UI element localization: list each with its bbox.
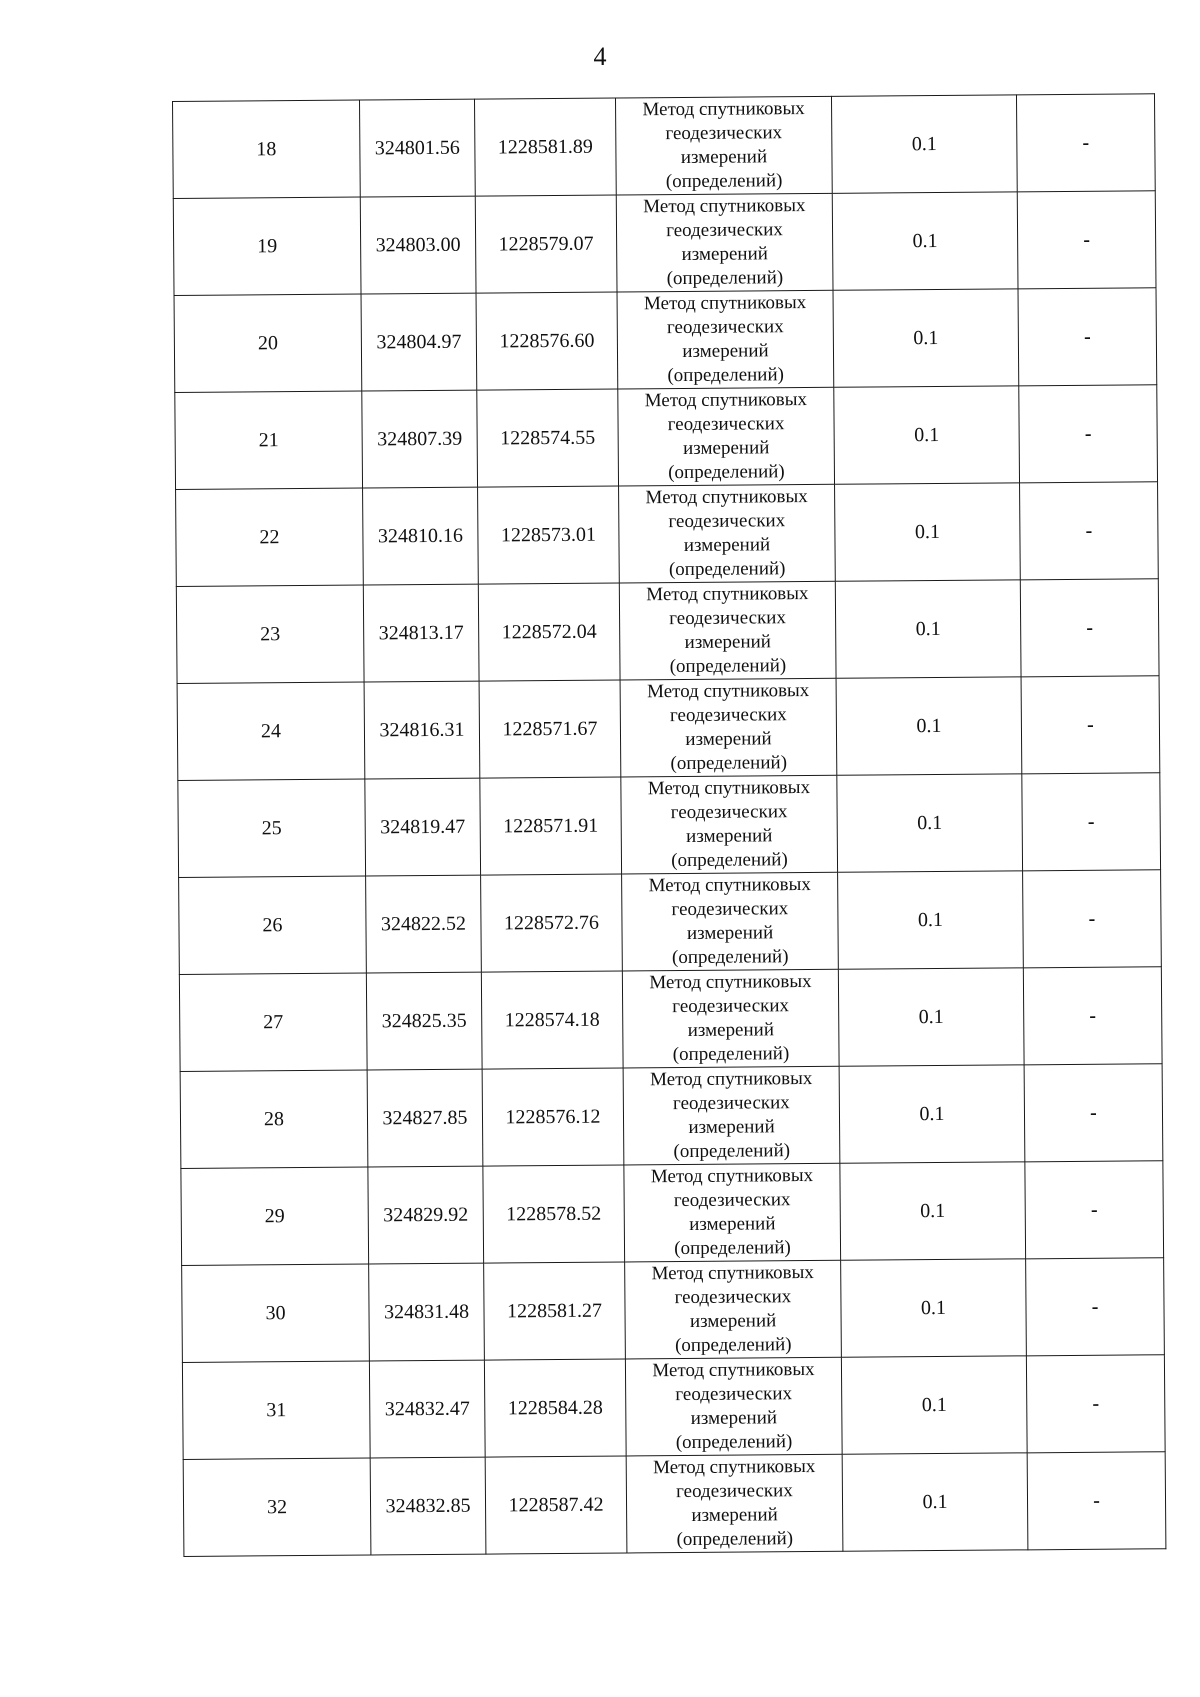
method-line: геодезических — [672, 1092, 790, 1115]
point-number-cell: 22 — [176, 488, 364, 586]
coordinate-x-cell: 324832.47 — [369, 1360, 485, 1458]
point-number-cell: 19 — [173, 197, 361, 295]
method-line: измерений — [689, 1310, 777, 1332]
accuracy-cell: 0.1 — [837, 774, 1023, 872]
coordinate-y-cell: 1228578.52 — [483, 1165, 625, 1263]
method-line: Метод спутниковых — [645, 486, 808, 509]
method-line: (определений) — [673, 1140, 791, 1163]
note-cell: - — [1021, 676, 1160, 774]
table-row — [180, 1064, 1163, 1169]
point-number-cell: 21 — [175, 391, 363, 489]
coordinate-x-cell: 324807.39 — [362, 390, 478, 488]
coordinate-y-cell: 1228571.67 — [479, 680, 621, 778]
method-line: измерений — [683, 534, 771, 556]
accuracy-cell: 0.1 — [835, 580, 1021, 678]
coordinate-y-cell: 1228574.55 — [477, 389, 619, 487]
table-row — [175, 385, 1158, 490]
method-line: (определений) — [674, 1237, 791, 1260]
note-cell: - — [1024, 1064, 1163, 1162]
table-row — [182, 1355, 1165, 1460]
method-line: геодезических — [669, 704, 787, 727]
method-line: геодезических — [666, 219, 783, 242]
point-number-cell: 29 — [181, 1167, 369, 1265]
method-line: (определений) — [675, 1431, 793, 1454]
coordinate-x-cell: 324829.92 — [368, 1166, 484, 1264]
coordinate-x-cell: 324801.56 — [359, 99, 475, 197]
method-line: геодезических — [670, 801, 788, 824]
method-line: геодезических — [671, 898, 789, 921]
accuracy-cell: 0.1 — [835, 483, 1021, 581]
coordinate-y-cell: 1228581.89 — [474, 98, 616, 196]
method-line: (определений) — [674, 1334, 792, 1357]
table-row — [176, 579, 1159, 684]
point-number-cell: 32 — [183, 1458, 371, 1556]
accuracy-cell: 0.1 — [834, 386, 1020, 484]
method-line: геодезических — [675, 1383, 793, 1406]
coordinate-y-cell: 1228574.18 — [481, 971, 623, 1069]
method-line: измерений — [686, 825, 773, 847]
coordinate-y-cell: 1228576.60 — [476, 292, 618, 390]
method-line: Метод спутниковых — [649, 1068, 813, 1091]
method-line: Метод спутниковых — [646, 680, 810, 703]
coordinate-x-cell: 324827.85 — [367, 1069, 483, 1167]
coordinate-y-cell: 1228584.28 — [484, 1359, 626, 1457]
method-line: измерений — [684, 631, 772, 653]
coordinate-x-cell: 324825.35 — [366, 972, 482, 1070]
coordinate-y-cell: 1228572.04 — [478, 583, 620, 681]
table-row — [173, 191, 1156, 296]
page-number: 4 — [593, 42, 607, 71]
method-line: Метод спутниковых — [643, 195, 806, 218]
accuracy-cell: 0.1 — [838, 871, 1024, 969]
coordinate-x-cell: 324813.17 — [363, 584, 479, 682]
method-line: измерений — [685, 728, 772, 750]
coordinate-y-cell: 1228579.07 — [475, 195, 617, 293]
coordinate-x-cell: 324831.48 — [369, 1263, 485, 1361]
method-line: (определений) — [668, 558, 786, 581]
coordinate-y-cell: 1228571.91 — [480, 777, 622, 875]
table-row — [183, 1452, 1166, 1557]
method-line: геодезических — [669, 607, 787, 630]
method-line: (определений) — [669, 655, 787, 678]
accuracy-cell: 0.1 — [833, 289, 1019, 387]
accuracy-cell: 0.1 — [831, 95, 1017, 193]
note-cell: - — [1020, 482, 1159, 580]
coordinate-y-cell: 1228572.76 — [481, 874, 623, 972]
coordinate-x-cell: 324803.00 — [360, 196, 476, 294]
method-line: Метод спутниковых — [648, 874, 811, 897]
point-number-cell: 28 — [180, 1070, 368, 1168]
table-row — [179, 870, 1162, 975]
point-number-cell: 31 — [182, 1361, 370, 1459]
note-cell: - — [1016, 94, 1155, 192]
note-cell: - — [1018, 288, 1157, 386]
accuracy-cell: 0.1 — [842, 1453, 1028, 1551]
table-row — [181, 1161, 1164, 1266]
table-row — [179, 967, 1162, 1072]
method-cell — [626, 1454, 843, 1553]
method-line: геодезических — [665, 122, 783, 145]
table-row — [176, 482, 1159, 587]
point-number-cell: 20 — [174, 294, 362, 392]
coordinate-y-cell: 1228573.01 — [478, 486, 620, 584]
table-row — [178, 773, 1161, 878]
note-cell: - — [1020, 579, 1159, 677]
method-line: (определений) — [670, 752, 788, 775]
table-row — [177, 676, 1160, 781]
method-line: (определений) — [666, 267, 784, 290]
method-line: измерений — [680, 146, 768, 169]
point-number-cell: 26 — [179, 876, 367, 974]
method-cell — [621, 775, 838, 874]
note-cell: - — [1019, 385, 1158, 483]
method-line: геодезических — [667, 413, 785, 436]
accuracy-cell: 0.1 — [832, 192, 1018, 290]
accuracy-cell: 0.1 — [839, 1065, 1025, 1163]
coordinate-y-cell: 1228576.12 — [482, 1068, 624, 1166]
note-cell: - — [1026, 1258, 1165, 1356]
method-line: геодезических — [674, 1286, 792, 1309]
point-number-cell: 25 — [178, 779, 366, 877]
coordinate-x-cell: 324822.52 — [366, 875, 482, 973]
method-line: Метод спутниковых — [646, 583, 809, 606]
method-line: (определений) — [676, 1528, 794, 1551]
note-cell: - — [1023, 870, 1162, 968]
accuracy-cell: 0.1 — [838, 968, 1024, 1066]
note-cell: - — [1022, 773, 1161, 871]
method-cell — [625, 1357, 842, 1456]
method-line: Метод спутниковых — [643, 292, 807, 315]
method-cell — [624, 1163, 841, 1262]
method-line: (определений) — [671, 946, 789, 969]
point-number-cell: 18 — [173, 100, 361, 198]
method-line: Метод спутниковых — [652, 1358, 815, 1382]
method-line: Метод спутниковых — [647, 777, 811, 800]
method-line: (определений) — [671, 849, 788, 872]
method-cell — [625, 1260, 842, 1359]
point-number-cell: 24 — [177, 682, 365, 780]
method-cell — [620, 678, 837, 777]
table-row — [173, 94, 1156, 199]
method-line: измерений — [683, 437, 770, 459]
method-line: Метод спутниковых — [651, 1261, 814, 1285]
coordinate-y-cell: 1228581.27 — [484, 1262, 626, 1360]
note-cell: - — [1017, 191, 1156, 289]
point-number-cell: 23 — [176, 585, 364, 683]
coordinate-x-cell: 324819.47 — [365, 778, 481, 876]
note-cell: - — [1025, 1161, 1164, 1259]
method-cell — [619, 484, 836, 583]
method-line: (определений) — [668, 461, 785, 484]
method-line: (определений) — [665, 170, 783, 193]
table-row — [182, 1258, 1165, 1363]
method-line: геодезических — [672, 995, 790, 1018]
coordinates-table-body — [173, 94, 1166, 1557]
accuracy-cell: 0.1 — [841, 1356, 1027, 1454]
note-cell: - — [1026, 1355, 1165, 1453]
method-line: измерений — [682, 340, 769, 362]
coordinate-x-cell: 324804.97 — [361, 293, 477, 391]
method-cell — [622, 872, 839, 971]
method-line: измерений — [689, 1213, 776, 1235]
method-line: измерений — [688, 1116, 775, 1138]
method-line: Метод спутниковых — [649, 971, 812, 994]
method-cell — [617, 290, 834, 389]
method-line: геодезических — [668, 510, 786, 533]
method-line: измерений — [690, 1407, 778, 1429]
method-cell — [622, 969, 839, 1068]
note-cell: - — [1027, 1452, 1166, 1550]
method-line: Метод спутниковых — [650, 1164, 814, 1188]
coordinates-table — [172, 93, 1166, 1557]
method-line: геодезических — [666, 316, 784, 339]
method-cell — [618, 387, 835, 486]
method-cell — [615, 96, 832, 195]
method-line: измерений — [681, 243, 768, 266]
method-line: (определений) — [672, 1043, 790, 1066]
method-line: измерений — [686, 922, 774, 944]
method-line: геодезических — [673, 1189, 791, 1212]
method-cell — [619, 581, 836, 680]
method-line: Метод спутниковых — [642, 98, 805, 121]
accuracy-cell: 0.1 — [836, 677, 1022, 775]
method-line: измерений — [687, 1019, 775, 1041]
method-line: измерений — [691, 1504, 778, 1526]
method-cell — [623, 1066, 840, 1165]
coordinate-x-cell: 324810.16 — [363, 487, 479, 585]
accuracy-cell: 0.1 — [841, 1259, 1027, 1357]
method-line: Метод спутниковых — [653, 1455, 816, 1479]
point-number-cell: 30 — [182, 1264, 370, 1362]
coordinate-x-cell: 324816.31 — [364, 681, 480, 779]
method-cell — [616, 193, 833, 292]
method-line: (определений) — [667, 364, 785, 387]
coordinate-y-cell: 1228587.42 — [485, 1456, 627, 1554]
method-line: геодезических — [675, 1480, 793, 1503]
coordinate-x-cell: 324832.85 — [370, 1457, 486, 1555]
point-number-cell: 27 — [179, 973, 367, 1071]
table-row — [174, 288, 1157, 393]
method-line: Метод спутниковых — [644, 389, 808, 412]
note-cell: - — [1023, 967, 1162, 1065]
accuracy-cell: 0.1 — [840, 1162, 1026, 1260]
